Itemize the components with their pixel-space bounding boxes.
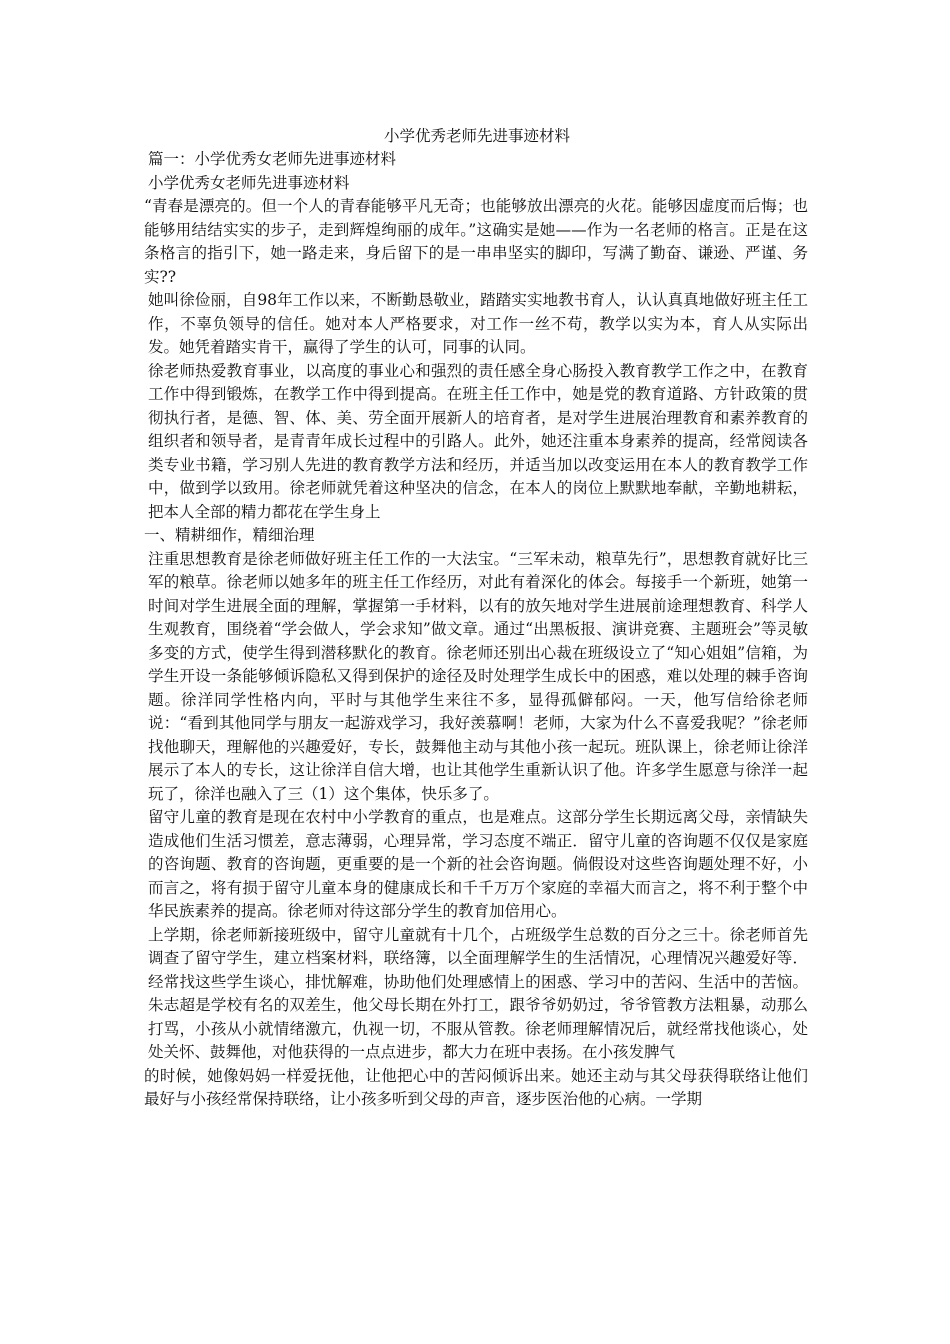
paragraph-last-semester: 上学期，徐老师新接班级中，留守儿童就有十几个，占班级学生总数的百分之三十。徐老师首先调查了留守学生，建立档案材料，联络簿，以全面理解学生的生活情况，心理情况兴趣爱好等．经常找这些学生谈心，排忧解难，协助他们处理感情上的困惑、学习中的苦闷、生活中的苦恼。朱志超是学校有名的双差生，他父母长期在外打工，跟爷爷奶奶过，爷爷管教方法粗暴，动那么打骂，小孩从小就情绪激亢，仇视一切，不服从管教。徐老师理解情况后，就经常找他谈心，处处关怀、鼓舞他，对他获得的一点点进步，都大力在班中表扬。在小孩发脾气 (148, 925, 808, 1061)
document-page (144, 124, 808, 1112)
paragraph-intro: 她叫徐俭丽，自98年工作以来，不断勤恳敬业，踏踏实实地教书育人，认认真真地做好班主任工作，不辜负领导的信任。她对本人严格要求，对工作一丝不苟，教学以实为本，育人从实际出发。她凭着踏实肯干，赢得了学生的认可，同事的认同。 (148, 291, 808, 356)
paragraph-dedication: 徐老师热爱教育事业，以高度的事业心和强烈的责任感全身心肠投入教育教学工作之中，在教育工作中得到锻炼，在教学工作中得到提高。在班主任工作中，她是党的教育道路、方针政策的贯彻执行者，是德、智、体、美、劳全面开展新人的培育者，是对学生进展治理教育和素养教育的组织者和领导者，是青青年成长过程中的引路人。此外，她还注重本身素养的提高，经常阅读各类专业书籍，学习别人先进的教育教学方法和经历，并适当加以改变运用在本人的教育教学工作中，做到学以致用。徐老师就凭着这种坚决的信念，在本人的岗位上默默地奉献，辛勤地耕耘，把本人全部的精力都花在学生身上 (148, 361, 808, 521)
paragraph-continuation: 的时候，她像妈妈一样爱抚他，让他把心中的苦闷倾诉出来。她还主动与其父母获得联络让他们最好与小孩经常保持联络，让小孩多听到父母的声音，逐步医治他的心病。一学期 (144, 1066, 808, 1108)
paragraph-motto: “青春是漂亮的。但一个人的青春能够平凡无奇；也能够放出漂亮的火花。能够因虚度而后悔；也能够用结结实实的步子，走到辉煌绚丽的成年。”这确实是她——作为一名老师的格言。正是在这条格言的指引下，她一路走来，身后留下的是一串串坚实的脚印，写满了勤奋、谦逊、严谨、务实?? (144, 197, 808, 286)
heading-article-one: 篇一：小学优秀女老师先进事迹材料 (148, 150, 397, 168)
heading-article-title: 小学优秀女老师先进事迹材料 (148, 173, 350, 192)
paragraph-ideological-education: 注重思想教育是徐老师做好班主任工作的一大法宝。“三军未动，粮草先行”，思想教育就好比三军的粮草。徐老师以她多年的班主任工作经历，对此有着深化的体会。每接手一个新班，她第一时间对学生进展全面的理解，掌握第一手材料，以有的放矢地对学生进展前途理想教育、科学人生观教育，围绕着“学会做人，学会求知”做文章。通过“出黑板报、演讲竞赛、主题班会”等灵敏多变的方式，使学生得到潜移默化的教育。徐老师还别出心裁在班级设立了“知心姐姐”信箱，为学生开设一条能够倾诉隐私又得到保护的途径及时处理学生成长中的困惑，难以处理的棘手咨询题。徐洋同学性格内向，平时与其他学生来往不多，显得孤僻郁闷。一天，他写信给徐老师说：“看到其他同学与朋友一起游戏学习，我好羡慕啊！老师，大家为什么不喜爱我呢？”徐老师找他聊天，理解他的兴趣爱好，专长，鼓舞他主动与其他小孩一起玩。班队课上，徐老师让徐洋展示了本人的专长，这让徐洋自信大增，也让其他学生重新认识了他。许多学生愿意与徐洋一起玩了，徐洋也融入了三（1）这个集体，快乐多了。 (148, 549, 808, 803)
document-title: 小学优秀老师先进事迹材料 (383, 127, 570, 145)
section-heading-one: 一、精耕细作，精细治理 (144, 526, 315, 544)
paragraph-left-behind-children: 留守儿童的教育是现在农村中小学教育的重点，也是难点。这部分学生长期远离父母，亲情缺失造成他们生活习惯差，意志薄弱，心理异常，学习态度不端正．留守儿童的咨询题不仅仅是家庭的咨询题、教育的咨询题，更重要的是一个新的社会咨询题。倘假设对这些咨询题处理不好，小而言之，将有损于留守儿童本身的健康成长和千千万万个家庭的幸福大而言之，将不利于整个中华民族素养的提高。徐老师对待这部分学生的教育加倍用心。 (148, 808, 808, 920)
